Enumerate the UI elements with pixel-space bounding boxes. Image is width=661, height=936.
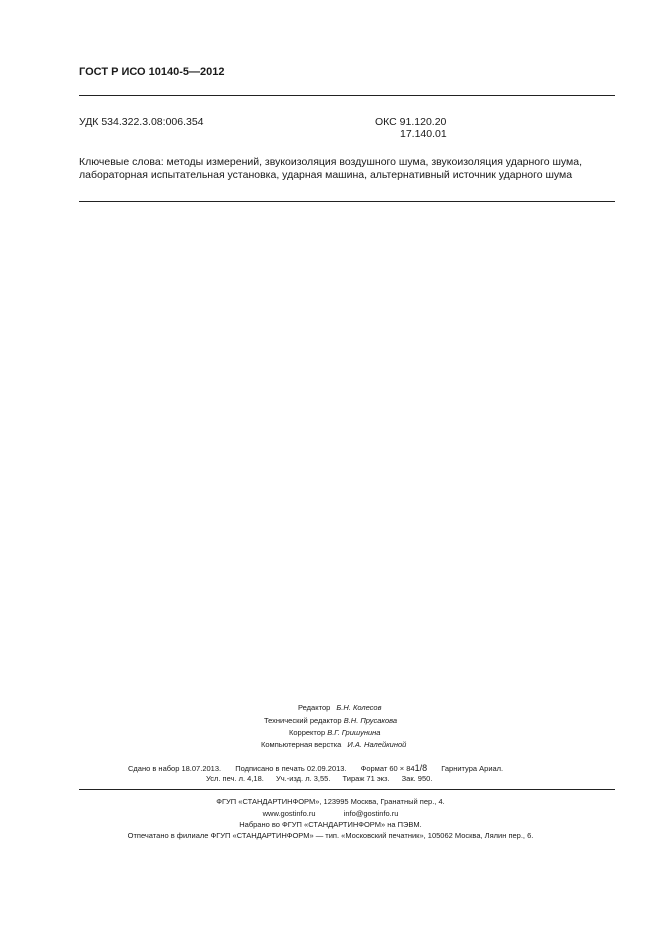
- header-divider: [79, 95, 615, 96]
- publisher-email: info@gostinfo.ru: [343, 809, 399, 818]
- imprint-circulation: Тираж 71 экз.: [342, 774, 390, 783]
- tech-editor-credit: [264, 716, 397, 725]
- keywords-divider: [79, 201, 615, 202]
- editor-label: Редактор: [298, 703, 331, 712]
- imprint-print-sheets: Усл. печ. л. 4,18.: [206, 774, 264, 783]
- oks-code-line2: 17.140.01: [400, 128, 447, 140]
- publisher-address: ФГУП «СТАНДАРТИНФОРМ», 123995 Москва, Гранатный пер., 4.: [216, 797, 445, 806]
- corrector-credit: [289, 728, 380, 737]
- publisher-typeset-note: Набрано во ФГУП «СТАНДАРТИНФОРМ» на ПЭВМ.: [239, 820, 422, 829]
- layout-name: И.А. Налейкиной: [347, 740, 407, 749]
- imprint-format: Формат 60 × 84: [360, 764, 415, 773]
- corrector-name: В.Г. Гришунина: [327, 728, 381, 737]
- editor-name: Б.Н. Колесов: [336, 703, 382, 712]
- publisher-contacts: [0, 809, 661, 818]
- imprint-order: Зак. 950.: [401, 774, 433, 783]
- imprint-line2: [206, 774, 432, 783]
- layout-credit: [261, 740, 406, 749]
- imprint-typeface: Гарнитура Ариал.: [441, 764, 504, 773]
- tech-editor-label: Технический редактор: [264, 716, 342, 725]
- keywords-line1: Ключевые слова: методы измерений, звукоизоляция воздушного шума, звукоизоляция ударного шума,: [79, 156, 583, 168]
- editor-credit: [298, 703, 382, 712]
- publisher-website: www.gostinfo.ru: [262, 809, 316, 818]
- keywords-line2: лабораторная испытательная установка, ударная машина, альтернативный источник ударного шума: [79, 169, 573, 181]
- imprint-signed-date: Подписано в печать 02.09.2013.: [235, 764, 347, 773]
- layout-label: Компьютерная верстка: [261, 740, 342, 749]
- imprint-divider: [79, 789, 615, 790]
- imprint-typeset-date: Сдано в набор 18.07.2013.: [128, 764, 222, 773]
- oks-code-line1: ОКС 91.120.20: [375, 116, 447, 128]
- udk-code: УДК 534.322.3.08:006.354: [79, 116, 204, 128]
- keywords-block: [79, 156, 582, 182]
- standard-code-header: ГОСТ Р ИСО 10140-5—2012: [79, 66, 225, 78]
- tech-editor-name: В.Н. Прусакова: [343, 716, 398, 725]
- imprint-line1: [128, 763, 503, 773]
- corrector-label: Корректор: [289, 728, 326, 737]
- imprint-format-fraction: 1/8: [414, 763, 428, 773]
- imprint-publishing-sheets: Уч.-изд. л. 3,55.: [275, 774, 331, 783]
- publisher-printing-note: Отпечатано в филиале ФГУП «СТАНДАРТИНФОРМ» — тип. «Московский печатник», 105062 Москва, Лялин пер., 6.: [127, 831, 534, 840]
